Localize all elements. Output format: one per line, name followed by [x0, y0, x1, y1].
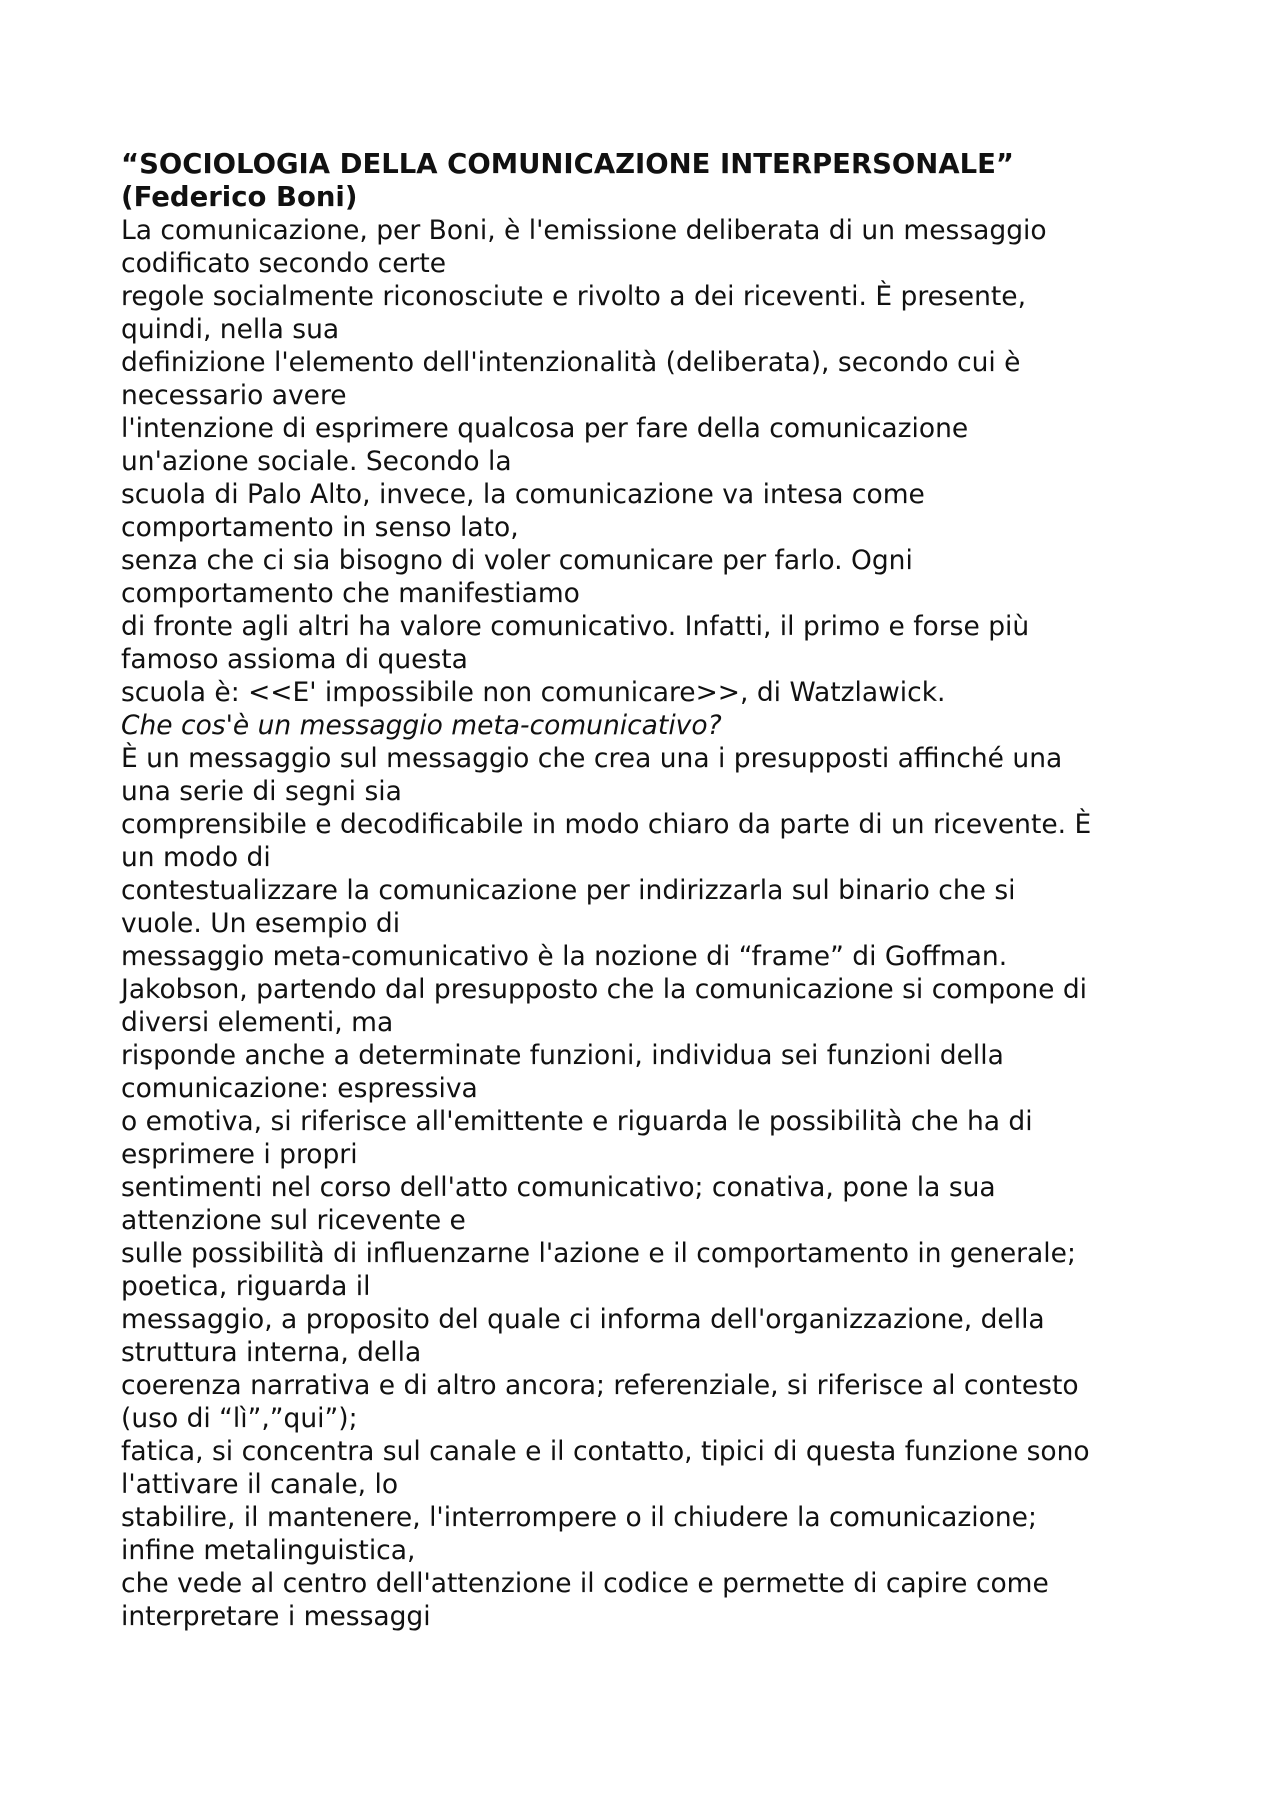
author-line: (Federico Boni): [121, 181, 358, 213]
text-line: codificato secondo certe: [121, 248, 447, 279]
title-line: “SOCIOLOGIA DELLA COMUNICAZIONE INTERPERSONALE”: [121, 148, 1014, 180]
text-line: coerenza narrativa e di altro ancora; referenziale, si riferisce al contesto: [121, 1370, 1079, 1401]
paragraph-definition: [121, 214, 1181, 709]
text-line: famoso assioma di questa: [121, 644, 468, 675]
text-line: messaggio, a proposito del quale ci informa dell'organizzazione, della: [121, 1304, 1045, 1335]
text-line: comportamento che manifestiamo: [121, 578, 580, 609]
text-line: infine metalinguistica,: [121, 1535, 416, 1566]
text-line: comprensibile e decodificabile in modo chiaro da parte di un ricevente. È: [121, 809, 1092, 840]
text-line: quindi, nella sua: [121, 314, 340, 345]
text-line: un modo di: [121, 842, 271, 873]
text-line: scuola di Palo Alto, invece, la comunicazione va intesa come: [121, 479, 925, 510]
text-line: regole socialmente riconosciute e rivolto a dei riceventi. È presente,: [121, 281, 1027, 312]
section-question: Che cos'è un messaggio meta-comunicativo?: [121, 710, 722, 741]
text-line: vuole. Un esempio di: [121, 908, 401, 939]
text-line: di fronte agli altri ha valore comunicativo. Infatti, il primo e forse più: [121, 611, 1030, 642]
document-title: [121, 148, 1181, 214]
paragraph-metacommunication: [121, 742, 1181, 1633]
text-line: contestualizzare la comunicazione per indirizzarla sul binario che si: [121, 875, 1016, 906]
text-line: diversi elementi, ma: [121, 1007, 394, 1038]
text-line: l'intenzione di esprimere qualcosa per fare della comunicazione: [121, 413, 969, 444]
document-body: [121, 148, 1181, 1633]
text-line: definizione l'elemento dell'intenzionalità (deliberata), secondo cui è: [121, 347, 1021, 378]
text-line: un'azione sociale. Secondo la: [121, 446, 512, 477]
text-line: (uso di “lì”,”qui”);: [121, 1403, 358, 1434]
text-line: senza che ci sia bisogno di voler comunicare per farlo. Ogni: [121, 545, 913, 576]
text-line: sentimenti nel corso dell'atto comunicativo; conativa, pone la sua: [121, 1172, 996, 1203]
text-line: comportamento in senso lato,: [121, 512, 519, 543]
text-line: messaggio meta-comunicativo è la nozione di “frame” di Goffman.: [121, 941, 1008, 972]
text-line: È un messaggio sul messaggio che crea una i presupposti affinché una: [121, 743, 1063, 774]
text-line: necessario avere: [121, 380, 347, 411]
text-line: o emotiva, si riferisce all'emittente e riguarda le possibilità che ha di: [121, 1106, 1033, 1137]
text-line: scuola è: <<E' impossibile non comunicare>>, di Watzlawick.: [121, 677, 946, 708]
text-line: risponde anche a determinate funzioni, individua sei funzioni della: [121, 1040, 1004, 1071]
text-line: poetica, riguarda il: [121, 1271, 371, 1302]
text-line: Jakobson, partendo dal presupposto che la comunicazione si compone di: [121, 974, 1088, 1005]
text-line: stabilire, il mantenere, l'interrompere o il chiudere la comunicazione;: [121, 1502, 1037, 1533]
text-line: attenzione sul ricevente e: [121, 1205, 466, 1236]
text-line: sulle possibilità di influenzarne l'azione e il comportamento in generale;: [121, 1238, 1076, 1269]
text-line: struttura interna, della: [121, 1337, 422, 1368]
text-line: fatica, si concentra sul canale e il contatto, tipici di questa funzione sono: [121, 1436, 1090, 1467]
text-line: l'attivare il canale, lo: [121, 1469, 399, 1500]
text-line: esprimere i propri: [121, 1139, 358, 1170]
text-line: che vede al centro dell'attenzione il codice e permette di capire come: [121, 1568, 1049, 1599]
text-line: una serie di segni sia: [121, 776, 402, 807]
text-line: interpretare i messaggi: [121, 1601, 431, 1632]
text-line: La comunicazione, per Boni, è l'emissione deliberata di un messaggio: [121, 215, 1047, 246]
text-line: comunicazione: espressiva: [121, 1073, 478, 1104]
